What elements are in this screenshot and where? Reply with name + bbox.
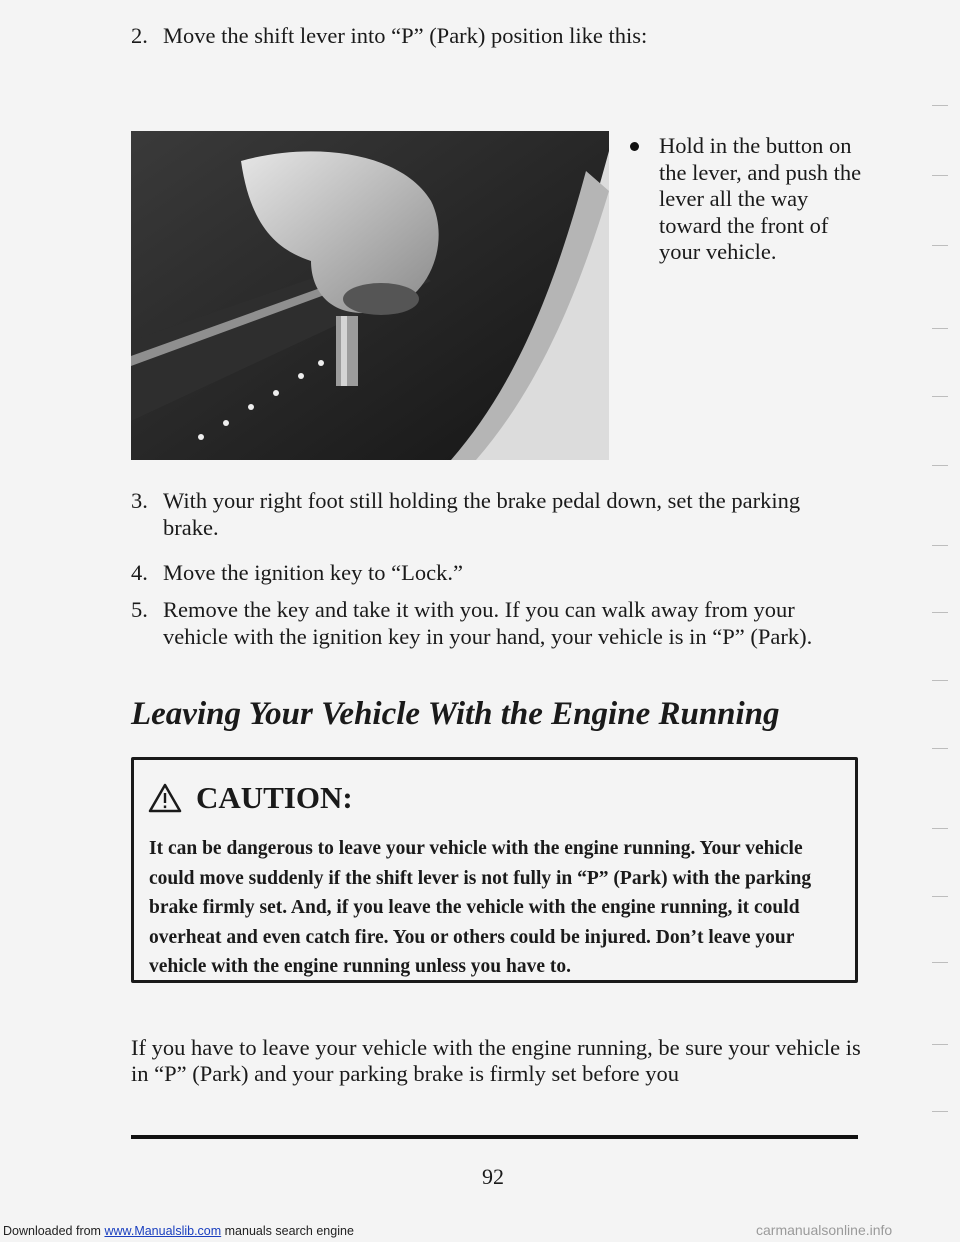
edge-tick <box>932 896 948 897</box>
step-text: Move the ignition key to “Lock.” <box>163 560 463 585</box>
caution-title <box>148 778 353 818</box>
edge-tick <box>932 396 948 397</box>
step-number: 4. <box>131 560 148 585</box>
edge-tick <box>932 245 948 246</box>
step-3 <box>131 487 861 541</box>
edge-tick <box>932 828 948 829</box>
edge-tick <box>932 962 948 963</box>
edge-tick <box>932 465 948 466</box>
manualslib-link[interactable]: www.Manualslib.com <box>104 1224 222 1238</box>
edge-tick <box>932 175 948 176</box>
footer-suffix: manuals search engine <box>221 1224 354 1238</box>
caution-body: It can be dangerous to leave your vehicle with the engine running. Your vehicle could move suddenly if the shift lever is not fully in “P” (Park) with the parking brake firmly set. And, if you leave the vehicle with the engine running, it could overheat and even catch fire. You or others could be injured. Don’t leave your vehicle with the engine running unless you have to. <box>149 838 812 977</box>
bullet-item <box>630 133 870 266</box>
caution-label: CAUTION: <box>196 780 353 815</box>
warning-triangle-icon <box>148 783 182 813</box>
step-number: 5. <box>131 597 148 622</box>
step-text: With your right foot still holding the brake pedal down, set the parking brake. <box>163 488 801 540</box>
step-2 <box>131 22 891 49</box>
edge-tick <box>932 1111 948 1112</box>
closing-paragraph: If you have to leave your vehicle with the engine running, be sure your vehicle is in “P” (Park) and your parking brake is firmly set before you <box>131 1035 861 1086</box>
step-4 <box>131 559 861 586</box>
step-text: Remove the key and take it with you. If you can walk away from your vehicle with the ignition key in your hand, your vehicle is in “P” (Park). <box>163 597 813 649</box>
shift-lever-illustration <box>131 131 609 460</box>
footer-prefix: Downloaded from <box>3 1224 101 1238</box>
page-number: 92 <box>482 1164 504 1189</box>
step-text: Move the shift lever into “P” (Park) position like this: <box>163 23 648 48</box>
edge-tick <box>932 105 948 106</box>
download-footer <box>3 1224 354 1238</box>
edge-tick <box>932 545 948 546</box>
section-heading: Leaving Your Vehicle With the Engine Running <box>131 696 780 732</box>
edge-tick <box>932 612 948 613</box>
watermark: carmanualsonline.info <box>756 1222 893 1238</box>
edge-tick <box>932 680 948 681</box>
step-number: 2. <box>131 23 148 48</box>
footer-rule <box>131 1135 858 1139</box>
bullet-icon <box>630 142 639 151</box>
bullet-text: Hold in the button on the lever, and push the lever all the way toward the front of your vehicle. <box>659 133 862 264</box>
shift-lever-photo <box>131 131 609 460</box>
caution-box <box>131 757 858 983</box>
step-number: 3. <box>131 488 148 513</box>
step-5 <box>131 596 861 650</box>
edge-tick <box>932 748 948 749</box>
edge-tick <box>932 328 948 329</box>
edge-tick <box>932 1044 948 1045</box>
